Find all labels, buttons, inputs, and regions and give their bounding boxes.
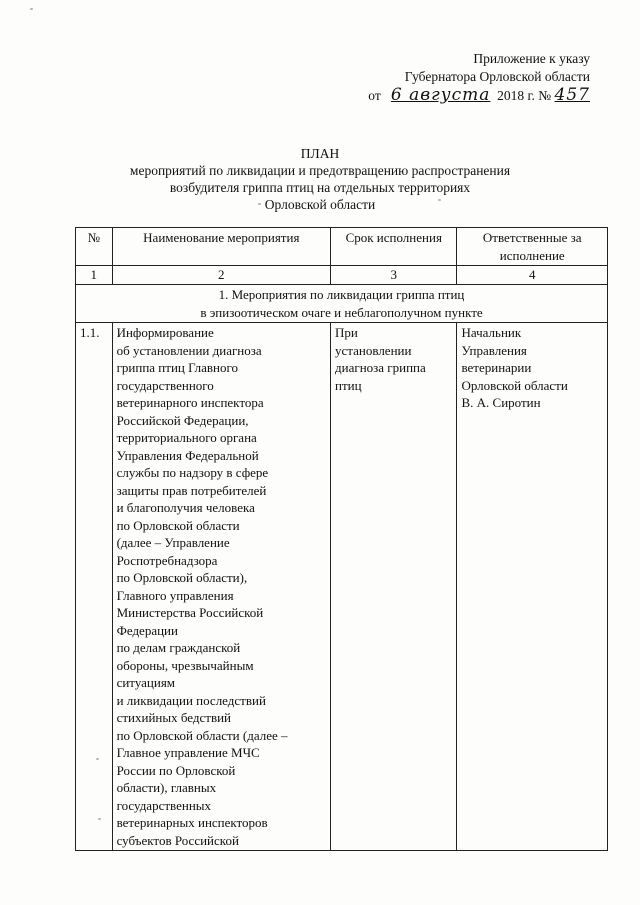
measure-text-line: службы по надзору в сфере (116, 465, 269, 480)
section-line-2: в эпизоотическом очаге и неблагополучном пункте (200, 304, 483, 320)
header-name: Наименование мероприятия (112, 228, 330, 266)
measure-text-line: субъектов Российской (116, 832, 239, 848)
measure-text-line: ветеринарных инспекторов (116, 815, 268, 830)
document-title (60, 145, 580, 213)
column-index-2: 2 (112, 266, 330, 285)
term-text-line: При (335, 325, 358, 340)
measure-text-line: ветеринарного инспектора (116, 395, 264, 410)
term-text-line: птиц (335, 377, 362, 393)
responsible-text-line: Орловской области (461, 377, 568, 393)
measure-text-line: по делам гражданской (116, 640, 241, 655)
annex-year: 2018 г. № (497, 88, 552, 103)
annex-line-1: Приложение к указу (473, 51, 590, 66)
measure-text-line: Управления Федеральной (116, 447, 259, 463)
table-header-row (76, 228, 608, 266)
measure-text-line: обороны, чрезвычайным (116, 657, 254, 673)
measure-text-line: ситуациям (116, 675, 176, 690)
title-main: ПЛАН (300, 146, 340, 161)
header-term: Срок исполнения (331, 228, 457, 266)
measure-text-line: государственных (116, 797, 212, 813)
header-number: № (76, 228, 113, 266)
column-index-3: 3 (331, 266, 457, 285)
scan-speck (96, 758, 99, 760)
row-term (331, 323, 457, 851)
plan-table (75, 227, 608, 851)
measure-text-line: области), главных (116, 780, 217, 795)
measure-text-line: и благополучия человека (116, 500, 255, 515)
measure-text-line: Российской Федерации, (116, 412, 249, 428)
section-line-1: 1. Мероприятия по ликвидации гриппа птиц (218, 287, 465, 302)
term-text-line: диагноза гриппа (335, 360, 426, 375)
measure-text-line: (далее – Управление (116, 535, 230, 550)
responsible-text-line: В. А. Сиротин (461, 395, 541, 410)
column-index-row (76, 266, 608, 285)
measure-text-line: Министерства Российской (116, 605, 264, 620)
scan-speck (98, 818, 101, 820)
measure-text-line: по Орловской области (116, 517, 240, 533)
column-index-1: 1 (76, 266, 113, 285)
title-line-2: возбудителя гриппа птиц на отдельных территориях (169, 180, 471, 195)
handwritten-date: 6 августа (390, 85, 491, 105)
measure-text-line: России по Орловской (116, 762, 236, 778)
measure-text-line: об установлении диагноза (116, 342, 262, 358)
measure-text-line: по Орловской области (далее – (116, 727, 288, 743)
measure-text-line: Федерации (116, 622, 178, 638)
section-header-row (76, 285, 608, 323)
measure-text-line: по Орловской области), (116, 570, 248, 585)
annex-block (330, 50, 590, 105)
table-row (76, 323, 608, 851)
measure-text-line: Главное управление МЧС (116, 745, 260, 760)
term-text-line: установлении (335, 342, 412, 358)
scan-speck (438, 199, 441, 201)
annex-date-line (330, 86, 590, 105)
row-measure-name (112, 323, 330, 851)
measure-text-line: государственного (116, 377, 214, 393)
responsible-text-line: Управления (461, 342, 527, 358)
title-line-1: мероприятий по ликвидации и предотвращению распространения (129, 163, 511, 178)
measure-text-line: Главного управления (116, 587, 234, 603)
measure-text-line: и ликвидации последствий (116, 692, 266, 708)
row-number: 1.1. (76, 323, 113, 851)
responsible-text-line: ветеринарии (461, 360, 532, 375)
scan-speck (258, 203, 261, 205)
measure-text-line: территориального органа (116, 430, 257, 445)
annex-line-2: Губернатора Орловской области (404, 69, 590, 84)
measure-text-line: гриппа птиц Главного (116, 360, 239, 375)
header-responsible: Ответственные за исполнение (457, 228, 608, 266)
measure-text-line: защиты прав потребителей (116, 482, 267, 498)
scan-speck (30, 8, 33, 10)
column-index-4: 4 (457, 266, 608, 285)
measure-text-line: Информирование (116, 325, 214, 340)
responsible-text-line: Начальник (461, 325, 522, 340)
measure-text-line: Роспотребнадзора (116, 552, 218, 568)
handwritten-number: 457 (554, 85, 590, 105)
title-line-3: Орловской области (264, 197, 376, 212)
annex-date-prefix: от (368, 88, 381, 103)
section-title (76, 285, 608, 323)
measure-text-line: стихийных бедствий (116, 710, 232, 725)
row-responsible (457, 323, 608, 851)
